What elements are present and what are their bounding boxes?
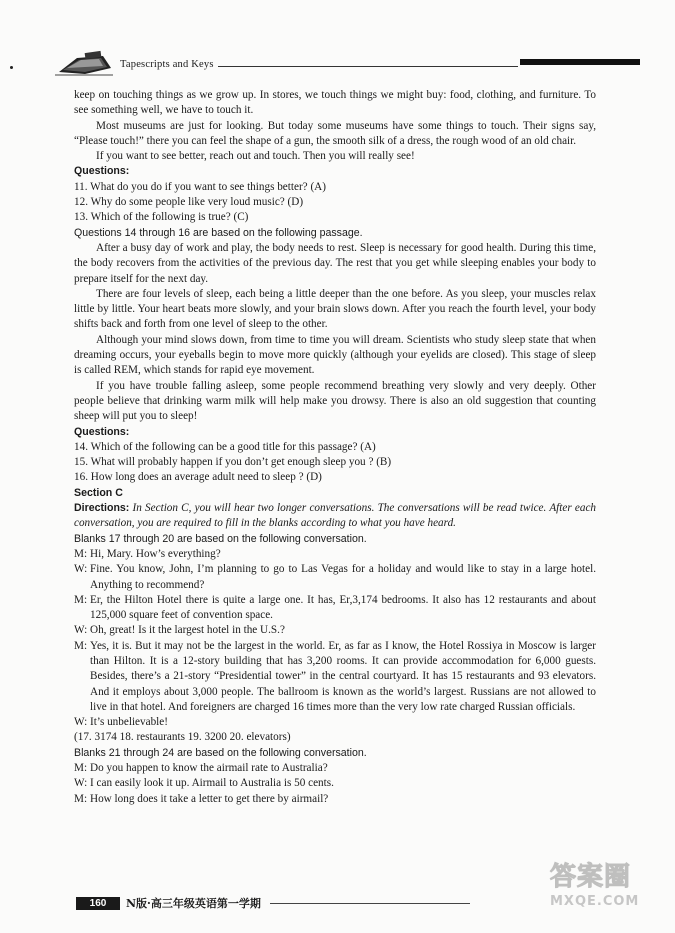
answer-key: (17. 3174 18. restaurants 19. 3200 20. elevators) (74, 731, 291, 744)
page-header (50, 44, 645, 84)
questions-heading: Questions: (74, 165, 130, 178)
watermark-url: MXQE.COM (550, 894, 640, 909)
paragraph: If you want to see better, reach out and touch. Then you will really see! (96, 150, 415, 163)
question-item: 12. Why do some people like very loud music? (D) (74, 196, 304, 209)
speaker: M: (74, 762, 88, 775)
conversation-intro: Blanks 21 through 24 are based on the following conversation. (74, 746, 367, 759)
speaker: M: (74, 593, 88, 606)
utterance: How long does it take a letter to get there by airmail? (90, 792, 329, 805)
paragraph: keep on touching things as we grow up. In stores, we touch things we might buy: food, clothing, and furniture. To see something well, we have to touch it. (74, 89, 596, 117)
dialog-turn (74, 776, 596, 791)
section-heading: Section C (74, 486, 123, 499)
dialog-turn (74, 715, 596, 730)
paragraph: Most museums are just for looking. But today some museums have some things to touch. Their signs say, “Please touch!” there you can feel the shape of a gun, the smooth silk of a dress, the rough wood of an old chair. (74, 119, 596, 147)
utterance: Yes, it is. But it may not be the largest in the world. Er, as far as I know, the Hotel Rossiya in Moscow is larger than Hilton. It is a 12-story building that has 3,200 rooms. It can provide accommodation for 6,000 guests. Besides, there’s a 21-story “Presidential tower” in the central courtyard. It has 15 restaurants and 93 elevators. And it employs about 3,000 people. The ballroom is known as the world’s largest. Russians are not allowed to live in that hotel. And foreigners are charged 16 times more than the very low rate charged Russian officials. (90, 639, 596, 713)
watermark-logo-text: 答案圈 (550, 862, 632, 892)
passage-intro: Questions 14 through 16 are based on the following passage. (74, 226, 363, 239)
book-stack-icon (55, 48, 115, 78)
margin-mark (10, 66, 13, 69)
paragraph: If you have trouble falling asleep, some people recommend breathing very slowly and very deeply. Other people believe that drinking warm milk will help make you drowsy. There is also an old suggestion that counting sheep will put you to sleep! (74, 379, 596, 423)
utterance: Hi, Mary. How’s everything? (90, 547, 221, 560)
dialog-turn (74, 623, 596, 638)
dialog-turn (74, 792, 596, 807)
question-item: 15. What will probably happen if you don’t get enough sleep you ? (B) (74, 456, 392, 469)
utterance: Er, the Hilton Hotel there is quite a large one. It has, Er,3,174 bedrooms. It also has 12 restaurants and about 125,000 square feet of convention space. (90, 593, 596, 622)
speaker: W: (74, 777, 88, 790)
watermark (520, 850, 660, 920)
utterance: Fine. You know, John, I’m planning to go to Las Vegas for a holiday and would like to stay in a large hotel. Anything to recommend? (90, 563, 596, 591)
question-item: 14. Which of the following can be a good title for this passage? (A) (74, 440, 376, 453)
speaker: M: (74, 547, 88, 560)
directions (74, 501, 596, 532)
question-item: 13. Which of the following is true? (C) (74, 211, 249, 224)
speaker: W: (74, 716, 88, 729)
utterance: Oh, great! Is it the largest hotel in the U.S.? (90, 624, 285, 637)
question-item: 11. What do you do if you want to see things better? (A) (74, 180, 326, 193)
dialog-turn (74, 562, 596, 593)
questions-heading: Questions: (74, 425, 130, 438)
paragraph: Although your mind slows down, from time to time you will dream. Scientists who study sleep state that when dreaming occurs, your eyeballs begin to move more quickly (although your eyelids are closed). This stage of sleep is called REM, which stands for rapid eye movement. (74, 333, 596, 377)
dialog-turn (74, 547, 596, 562)
paragraph: There are four levels of sleep, each being a little deeper than the one before. As you sleep, your muscles relax little by little. Your heart beats more slowly, and your brain slows down. After you reach the fourth level, your body shifts back and forth from one level of sleep to the other. (74, 287, 596, 331)
speaker: W: (74, 563, 88, 576)
directions-text: In Section C, you will hear two longer conversations. The conversations will be read twice. After each conversation, you are required to fill in the blanks according to what you have heard. (74, 502, 596, 530)
dialog-turn (74, 639, 596, 715)
dialog-turn (74, 593, 596, 624)
question-item: 16. How long does an average adult need to sleep ? (D) (74, 471, 322, 484)
utterance: Do you happen to know the airmail rate to Australia? (90, 762, 328, 775)
speaker: M: (74, 639, 88, 652)
speaker: W: (74, 624, 88, 637)
utterance: It’s unbelievable! (90, 716, 168, 729)
dialog-turn (74, 761, 596, 776)
page-number: 160 (76, 897, 120, 910)
page-content (74, 88, 596, 807)
book-title: N版·高三年级英语第一学期 (126, 897, 261, 910)
directions-label: Directions: (74, 502, 130, 515)
paragraph: After a busy day of work and play, the body needs to rest. Sleep is necessary for good health. During this time, the body recovers from the activities of the previous day. The rest that you get while sleeping enables your body to prepare itself for the next day. (74, 241, 596, 285)
header-rule (218, 66, 518, 67)
footer-rule (270, 903, 470, 904)
speaker: M: (74, 792, 88, 805)
header-rule-bold (520, 59, 640, 65)
utterance: I can easily look it up. Airmail to Australia is 50 cents. (90, 777, 334, 790)
conversation-intro: Blanks 17 through 20 are based on the following conversation. (74, 532, 367, 545)
header-title: Tapescripts and Keys (120, 59, 214, 70)
